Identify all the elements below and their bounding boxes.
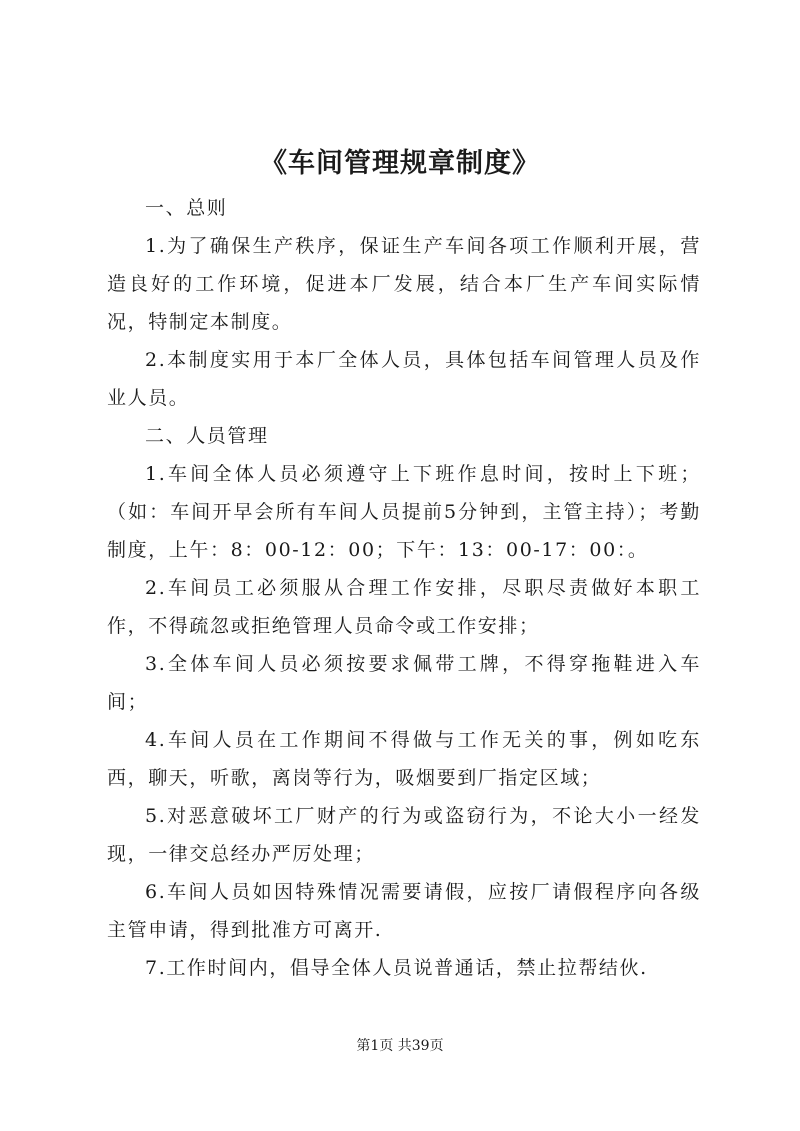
document-body [107, 189, 701, 987]
personnel-item-2: 2.车间员工必须服从合理工作安排，尽职尽责做好本职工作，不得疏忽或拒绝管理人员命令或工作安排； [107, 577, 701, 637]
page-number-footer: 第1页 共39页 [356, 1038, 444, 1054]
personnel-item-4: 4.车间人员在工作期间不得做与工作无关的事，例如吃东西，聊天，听歌，离岗等行为，吸烟要到厂指定区域； [107, 729, 701, 789]
document-title: 《车间管理规章制度》 [260, 148, 540, 179]
personnel-item-5: 5.对恶意破坏工厂财产的行为或盗窃行为，不论大小一经发现，一律交总经办严厉处理； [107, 805, 701, 865]
section-heading-personnel: 二、人员管理 [145, 425, 269, 447]
general-item-2: 2.本制度实用于本厂全体人员，具体包括车间管理人员及作业人员。 [107, 349, 701, 409]
general-item-1: 1.为了确保生产秩序，保证生产车间各项工作顺利开展，营造良好的工作环境，促进本厂发展，结合本厂生产车间实际情况，特制定本制度。 [107, 235, 701, 333]
personnel-item-7: 7.工作时间内，倡导全体人员说普通话，禁止拉帮结伙. [145, 957, 648, 979]
personnel-item-3: 3.全体车间人员必须按要求佩带工牌，不得穿拖鞋进入车间； [107, 653, 701, 713]
personnel-item-6: 6.车间人员如因特殊情况需要请假，应按厂请假程序向各级主管申请，得到批准方可离开. [107, 881, 701, 941]
personnel-item-1: 1.车间全体人员必须遵守上下班作息时间，按时上下班；（如：车间开早会所有车间人员提前5分钟到，主管主持）；考勤制度，上午：8：00-12：00；下午：13：00-17：00：。 [107, 463, 701, 561]
section-heading-general: 一、总则 [145, 197, 228, 219]
